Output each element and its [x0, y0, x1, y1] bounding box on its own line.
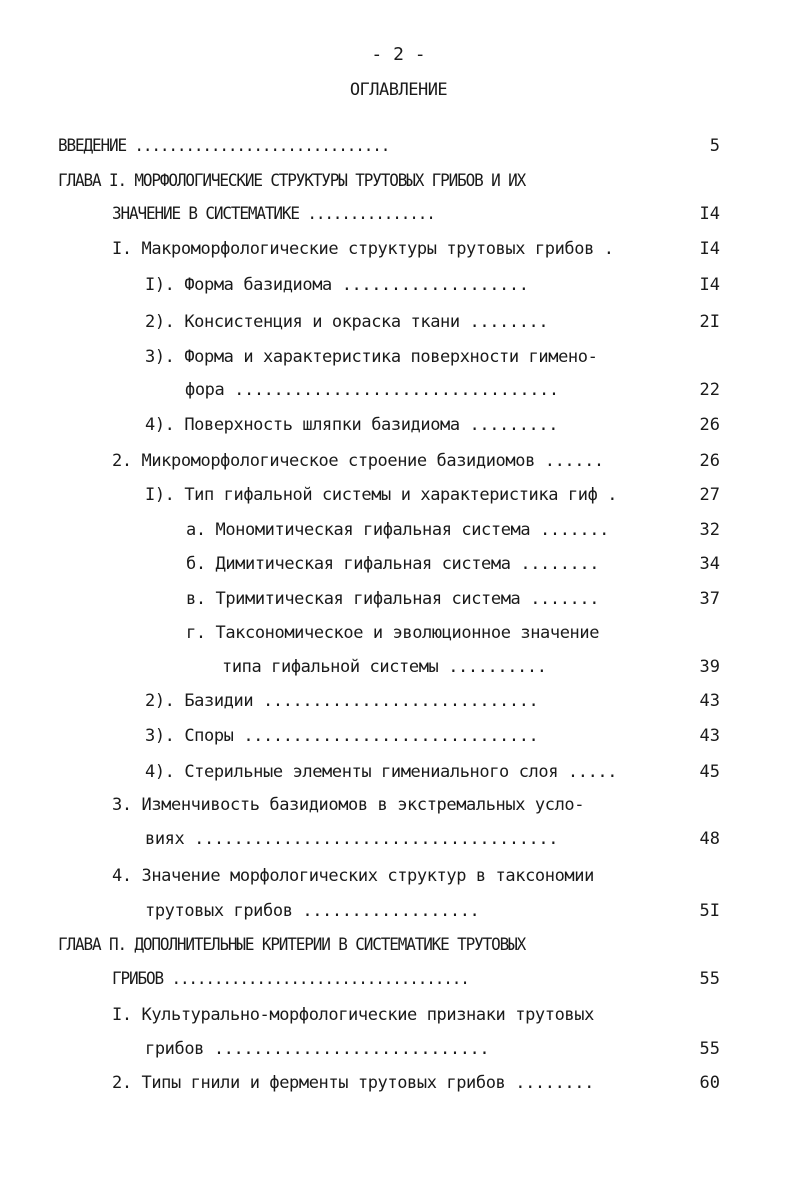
toc-page-section-1-2: 26	[699, 451, 720, 471]
toc-page-chapter-1: I4	[699, 204, 720, 224]
toc-page-sub-1-1-1: I4	[699, 275, 720, 295]
toc-heading: ОГЛАВЛЕНИЕ	[349, 80, 448, 100]
toc-page-item-g: 39	[699, 657, 720, 677]
page-number: - 2 -	[371, 44, 426, 65]
toc-page-item-v: 37	[699, 589, 720, 609]
toc-page-section-2-1: 55	[699, 1039, 720, 1059]
toc-page-sub-1-2-4: 45	[699, 762, 720, 782]
document-page: - 2 - ОГЛАВЛЕНИЕ ВВЕДЕНИЕ .............................. 5 ГЛАВА I. МОРФОЛОГИЧЕСКИЕ СТРУКТУРЫ ТРУТОВЫХ ГРИБОВ И ИХ ЗНАЧЕНИЕ В СИСТЕМАТИКЕ ............... I4 I. Макроморфологические структуры трутовых грибов . I4 I). Форма базидиома ................... I4 2). Консистенция и окраска ткани ........ 2I 3). Форма и характеристика поверхности гимено- фора ................................. 22 4). Поверхность шляпки базидиома ......... 26 2. Микроморфологическое строение базидиомов ...... 26 I). Тип гифальной системы и характеристика гиф . 27 а. Мономитическая гифальная система ....... 32 б. Димитическая гифальная система ........ 34 в. Тримитическая гифальная система ....... 37 г. Таксономическое и эволюционное значение типа гифальной системы .......... 39 2). Базидии ............................ 43 3). Споры .............................. 43 4). Стерильные элементы гимениального слоя ..... 45 3. Изменчивость базидиомов в экстремальных усло- виях ..................................... 48 4. Значение морфологических структур в таксономии трутовых грибов .................. 5I ГЛАВА П. ДОПОЛНИТЕЛЬНЫЕ КРИТЕРИИ В СИСТЕМАТИКЕ ТРУТОВЫХ ГРИБОВ ................................... 55 I. Культурально-морфологические признаки трутовых грибов ............................ 55 2. Типы гнили и ферменты трутовых грибов ........ 60	[0, 0, 797, 1188]
toc-page-item-a: 32	[699, 520, 720, 540]
toc-page-section-2-2: 60	[699, 1073, 720, 1093]
toc-page-sub-1-2-3: 43	[699, 726, 720, 746]
toc-page-sub-1-1-2: 2I	[699, 312, 720, 332]
toc-page-section-1-3: 48	[699, 829, 720, 849]
toc-page-sub-1-1-3: 22	[699, 380, 720, 400]
toc-page-sub-1-2-1: 27	[699, 485, 720, 505]
toc-page-chapter-2: 55	[699, 969, 720, 989]
toc-page-intro: 5	[709, 136, 720, 156]
toc-page-sub-1-2-2: 43	[699, 691, 720, 711]
toc-page-item-b: 34	[699, 554, 720, 574]
toc-page-section-1-1: I4	[699, 239, 720, 259]
toc-page-sub-1-1-4: 26	[699, 415, 720, 435]
toc-page-section-1-4: 5I	[699, 901, 720, 921]
